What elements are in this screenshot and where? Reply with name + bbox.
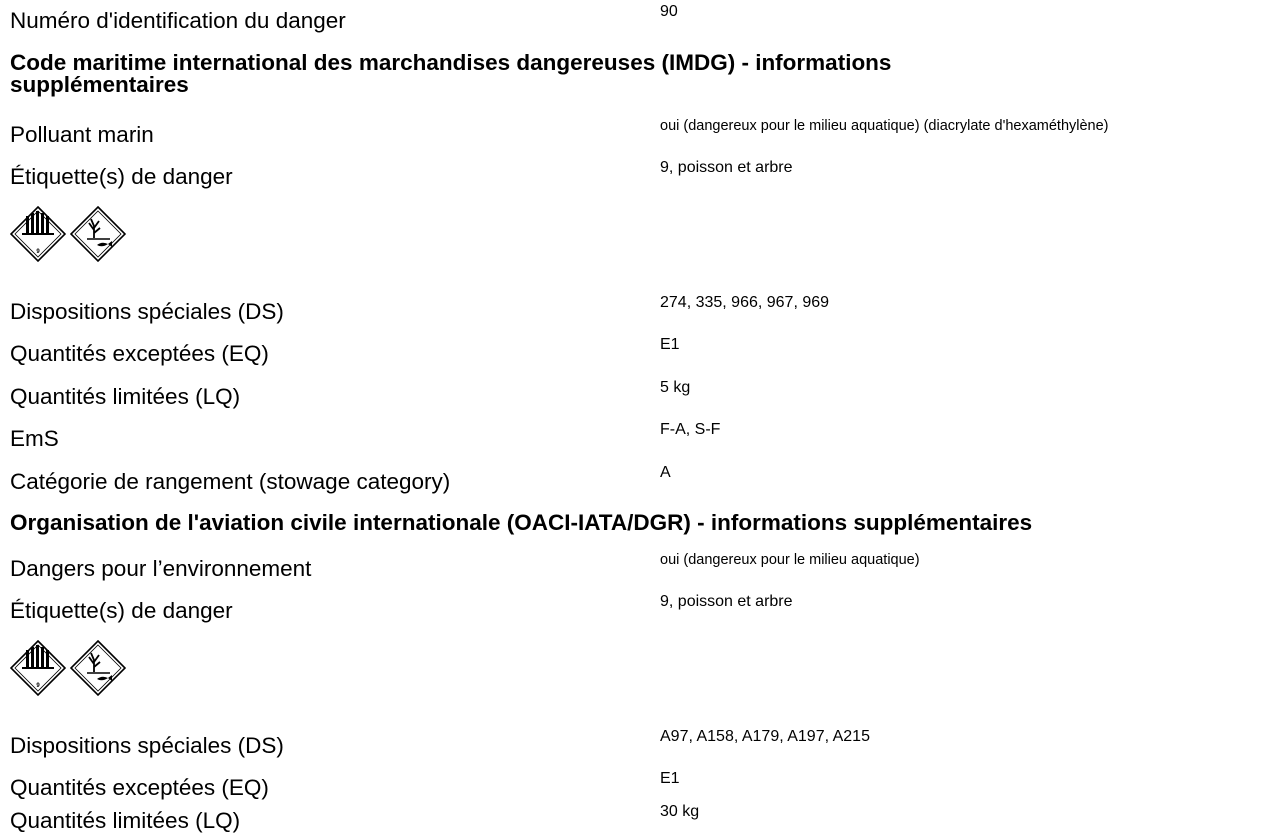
imdg-ems-value: F-A, S-F xyxy=(660,421,721,438)
hazard-id-label: Numéro d'identification du danger xyxy=(10,8,346,33)
icao-heading: Organisation de l'aviation civile internationale (OACI-IATA/DGR) - informations supplémentaires xyxy=(10,510,1033,535)
imdg-ems-label: EmS xyxy=(10,426,59,451)
imdg-special-provisions-label: Dispositions spéciales (DS) xyxy=(10,299,284,324)
imdg-heading-line2: supplémentaires xyxy=(10,72,189,97)
imdg-special-provisions-value: 274, 335, 966, 967, 969 xyxy=(660,294,830,311)
imdg-excepted-quantities-label: Quantités exceptées (EQ) xyxy=(10,341,269,366)
icao-hazard-labels-row xyxy=(10,593,1275,630)
icao-special-provisions-label: Dispositions spéciales (DS) xyxy=(10,733,284,758)
icao-pictograms xyxy=(10,640,170,700)
hazard-id-row xyxy=(10,3,1275,40)
icao-limited-quantities-label: Quantités limitées (LQ) xyxy=(10,808,241,833)
icao-environmental-hazards-label: Dangers pour l’environnement xyxy=(10,556,312,581)
icao-excepted-quantities-label: Quantités exceptées (EQ) xyxy=(10,775,269,800)
icao-special-provisions-value: A97, A158, A179, A197, A215 xyxy=(660,728,870,745)
imdg-excepted-quantities-value: E1 xyxy=(660,336,680,353)
icao-special-provisions-row xyxy=(10,728,1275,765)
icao-excepted-quantities-value: E1 xyxy=(660,770,680,787)
imdg-hazard-labels-row xyxy=(10,159,1275,196)
icao-limited-quantities-row xyxy=(10,803,1275,840)
imdg-marine-pollutant-row xyxy=(10,120,1275,154)
hazard-id-value: 90 xyxy=(660,3,678,20)
icao-hazard-labels-value: 9, poisson et arbre xyxy=(660,593,793,610)
imdg-stowage-category-value: A xyxy=(660,464,671,481)
imdg-hazard-labels-value: 9, poisson et arbre xyxy=(660,159,793,176)
icao-excepted-quantities-row xyxy=(10,770,1275,807)
class-9-number: 9 xyxy=(36,249,40,255)
imdg-limited-quantities-row xyxy=(10,379,1275,416)
class-9-number: 9 xyxy=(36,683,40,689)
icao-hazard-labels-label: Étiquette(s) de danger xyxy=(10,598,233,623)
environmental-hazard-fish-tree-icon xyxy=(70,206,126,262)
icao-limited-quantities-value: 30 kg xyxy=(660,803,700,820)
imdg-limited-quantities-value: 5 kg xyxy=(660,379,691,396)
imdg-heading xyxy=(10,52,891,96)
class-9-miscellaneous-hazard-icon xyxy=(10,640,66,696)
imdg-excepted-quantities-row xyxy=(10,336,1275,373)
imdg-heading-line1: Code maritime international des marchandises dangereuses (IMDG) - informations xyxy=(10,50,892,75)
class-9-miscellaneous-hazard-icon xyxy=(10,206,66,262)
imdg-hazard-labels-label: Étiquette(s) de danger xyxy=(10,164,233,189)
imdg-ems-row xyxy=(10,421,1275,458)
imdg-pictograms xyxy=(10,206,170,266)
imdg-marine-pollutant-value: oui (dangereux pour le milieu aquatique) (diacrylate d'hexaméthylène) xyxy=(660,118,1109,134)
imdg-limited-quantities-label: Quantités limitées (LQ) xyxy=(10,384,241,409)
imdg-special-provisions-row xyxy=(10,294,1275,331)
imdg-marine-pollutant-label: Polluant marin xyxy=(10,122,154,147)
environmental-hazard-fish-tree-icon xyxy=(70,640,126,696)
icao-environmental-hazards-value: oui (dangereux pour le milieu aquatique) xyxy=(660,552,920,568)
imdg-stowage-category-row xyxy=(10,464,1275,501)
imdg-stowage-category-label: Catégorie de rangement (stowage category) xyxy=(10,469,451,494)
icao-environmental-hazards-row xyxy=(10,554,1275,588)
